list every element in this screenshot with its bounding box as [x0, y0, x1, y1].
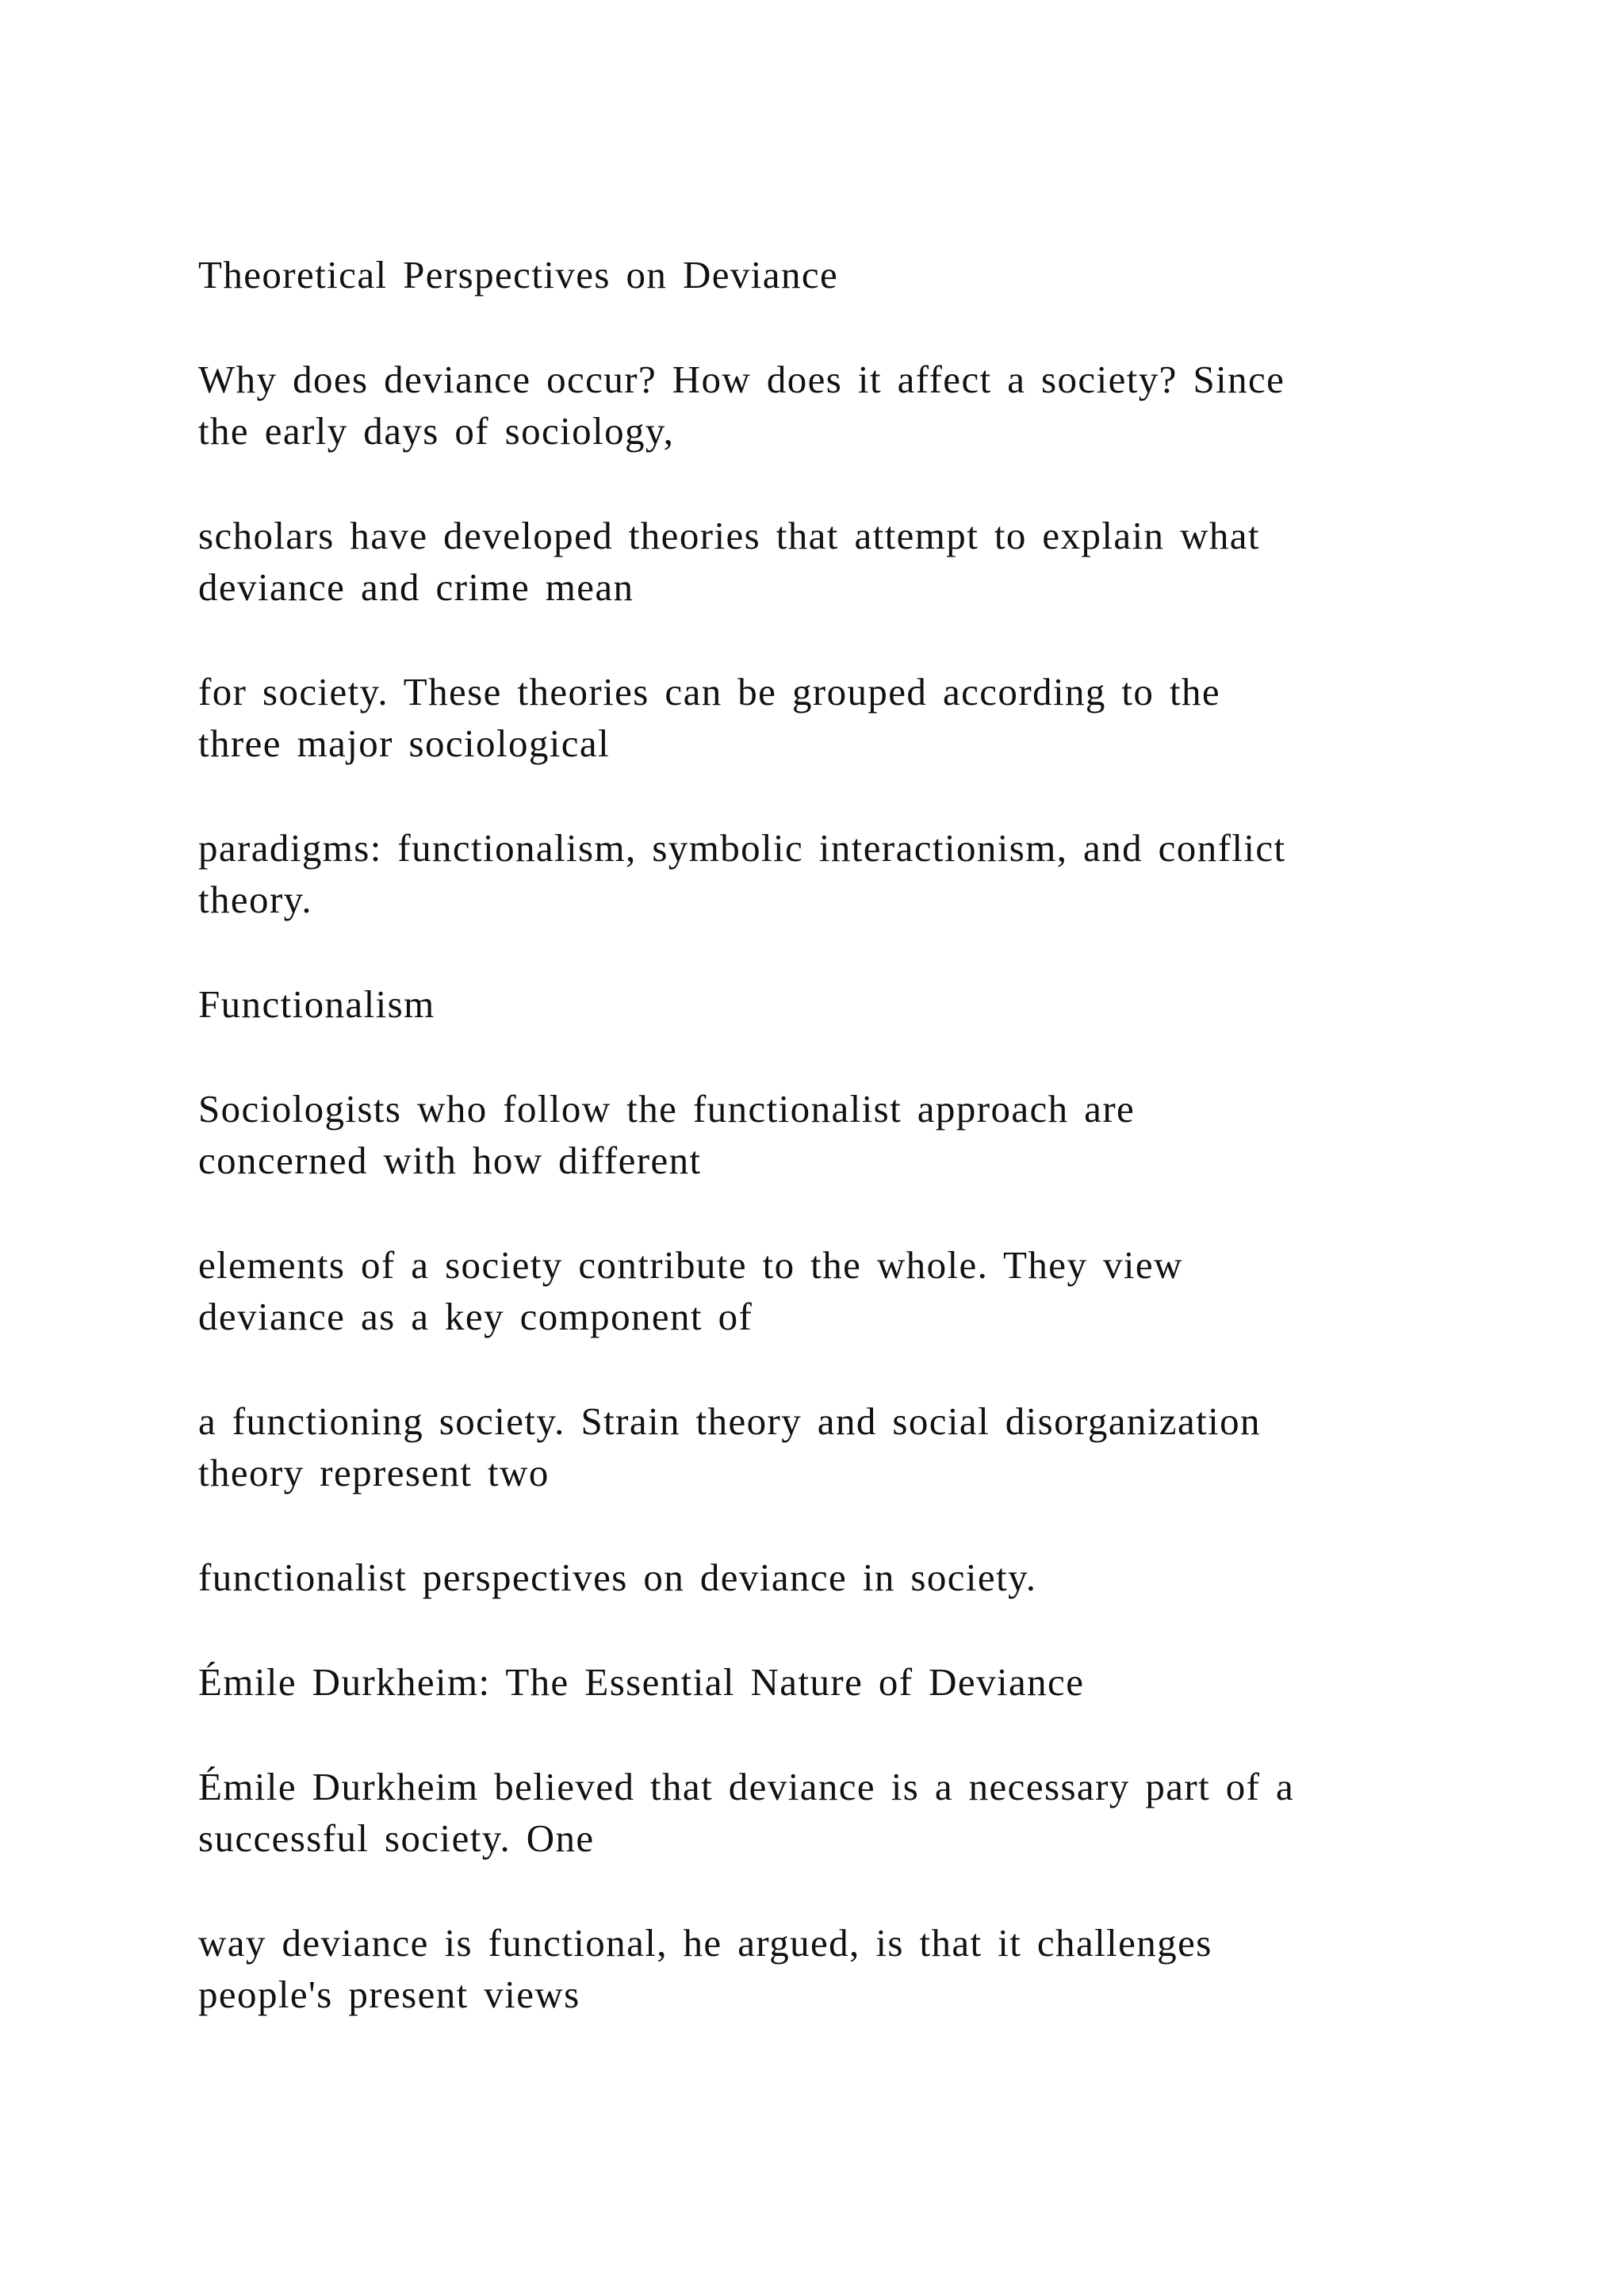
text-line: paradigms: functionalism, symbolic interactionism, and conflict — [198, 826, 1286, 870]
text-line: a functioning society. Strain theory and social disorganization — [198, 1399, 1261, 1443]
text-line: scholars have developed theories that attempt to explain what — [198, 514, 1260, 557]
text-line: for society. These theories can be grouped according to the — [198, 670, 1221, 714]
text-line: deviance as a key component of — [198, 1295, 753, 1338]
text-line: successful society. One — [198, 1816, 595, 1860]
text-line: Émile Durkheim believed that deviance is a necessary part of a — [198, 1765, 1295, 1808]
section-heading-durkheim: Émile Durkheim: The Essential Nature of Deviance — [198, 1660, 1085, 1704]
text-line: functionalist perspectives on deviance in society. — [198, 1556, 1037, 1599]
text-line: elements of a society contribute to the whole. They view — [198, 1243, 1183, 1287]
text-line: the early days of sociology, — [198, 409, 675, 453]
text-line: theory represent two — [198, 1451, 550, 1494]
text-line: way deviance is functional, he argued, is that it challenges — [198, 1921, 1212, 1965]
text-line: people's present views — [198, 1973, 580, 2016]
text-line: concerned with how different — [198, 1138, 702, 1182]
text-line: deviance and crime mean — [198, 565, 634, 609]
text-line: theory. — [198, 878, 313, 921]
text-line: three major sociological — [198, 721, 611, 765]
text-line: Sociologists who follow the functionalist approach are — [198, 1087, 1136, 1131]
document-title: Theoretical Perspectives on Deviance — [198, 253, 839, 297]
section-heading-functionalism: Functionalism — [198, 982, 435, 1026]
text-line: Why does deviance occur? How does it affect a society? Since — [198, 358, 1285, 401]
